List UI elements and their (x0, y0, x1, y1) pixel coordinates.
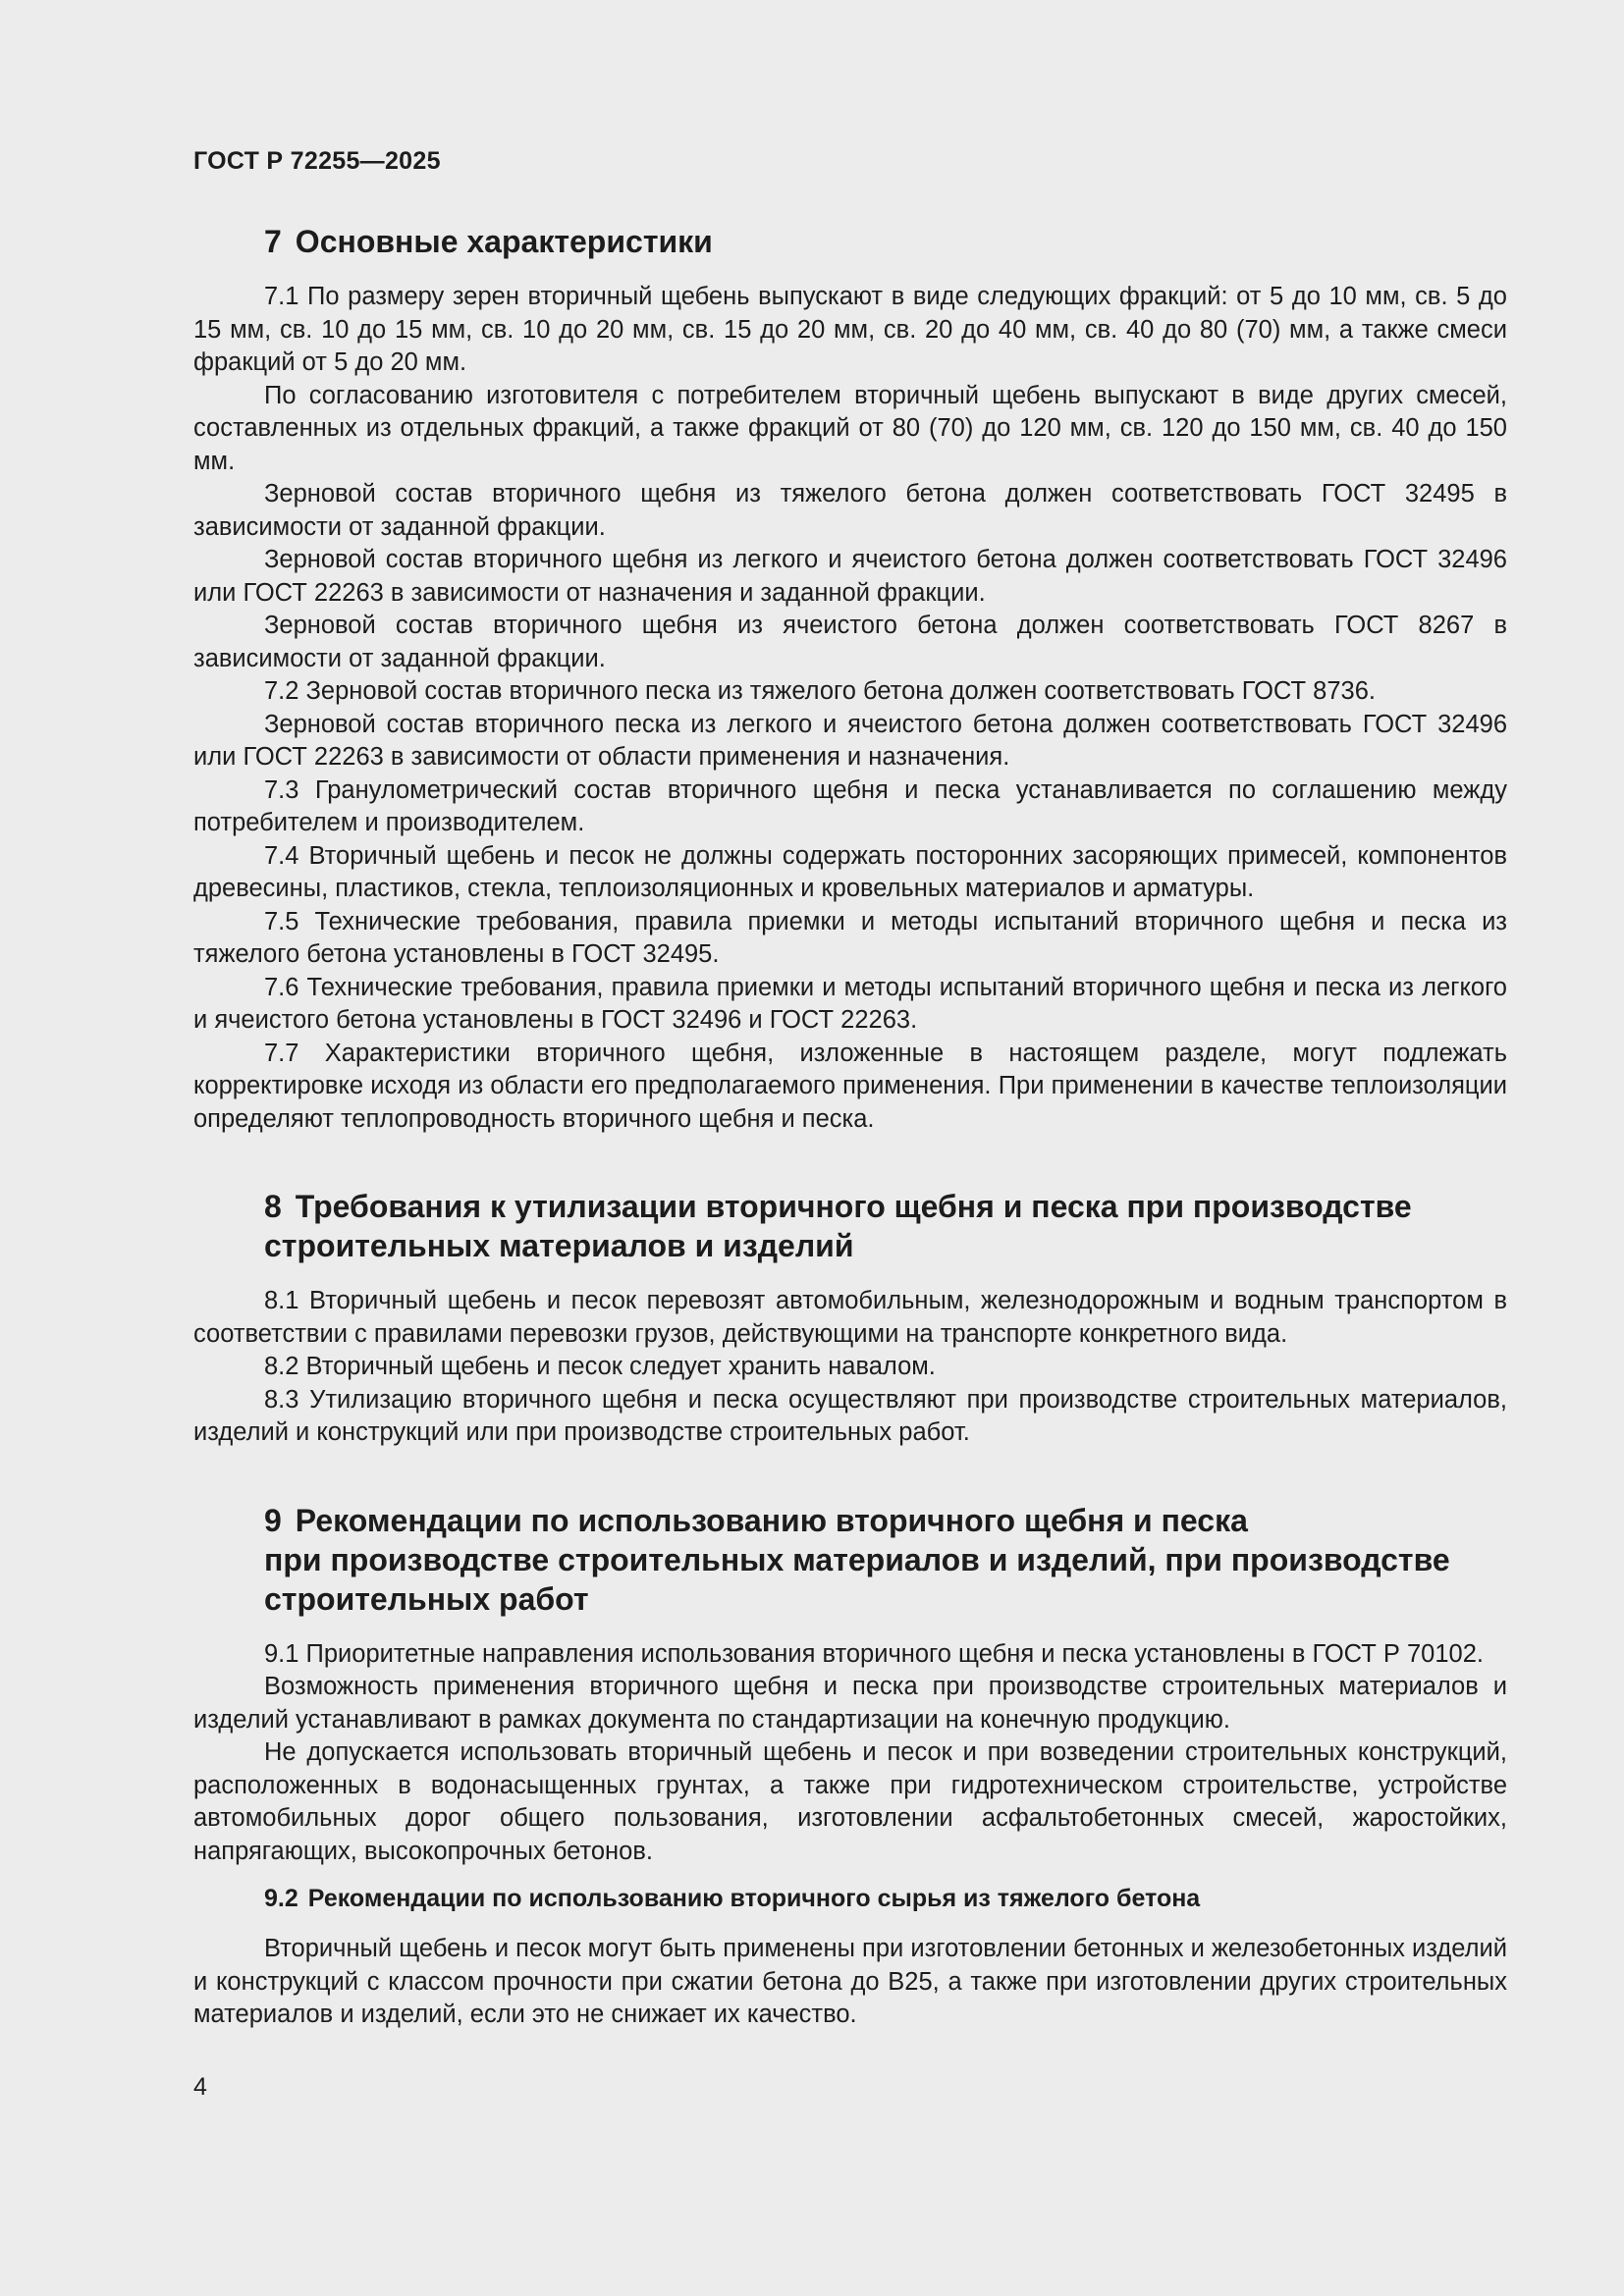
section-heading-8 (193, 1187, 1507, 1265)
section-title-line: строительных материалов и изделий (264, 1228, 854, 1263)
paragraph: 7.7 Характеристики вторичного щебня, изложенные в настоящем разделе, могут подлежать корректировке исходя из области его предполагаемого применения. При применении в качестве теплоизоляции определяют теплопроводность вторичного щебня и песка. (193, 1039, 1507, 1133)
subsection-heading-9-2 (193, 1882, 1507, 1915)
paragraph: 8.3 Утилизацию вторичного щебня и песка осуществляют при производстве строительных материалов, изделий и конструкций или при производстве строительных работ. (193, 1385, 1507, 1446)
paragraph: 7.3 Гранулометрический состав вторичного щебня и песка устанавливается по соглашению между потребителем и производителем. (193, 775, 1507, 836)
document-body (193, 222, 1507, 2032)
paragraph: 7.6 Технические требования, правила приемки и методы испытаний вторичного щебня и песка из легкого и ячеистого бетона установлены в ГОСТ 32496 и ГОСТ 22263. (193, 973, 1507, 1034)
paragraph: Вторичный щебень и песок могут быть применены при изготовлении бетонных и железобетонных изделий и конструкций с классом прочности при сжатии бетона до В25, а также при изготовлении других строительных материалов и изделий, если это не снижает их качество. (193, 1935, 1507, 2028)
section-title-line: строительных работ (264, 1580, 589, 1617)
section-number: 8 (264, 1189, 282, 1224)
paragraph: 9.1 Приоритетные направления использования вторичного щебня и песка установлены в ГОСТ Р 70102. (264, 1639, 1484, 1668)
paragraph: Зерновой состав вторичного щебня из ячеистого бетона должен соответствовать ГОСТ 8267 в зависимости от заданной фракции. (193, 612, 1507, 672)
paragraph: 8.1 Вторичный щебень и песок перевозят автомобильным, железнодорожным и водным транспортом в соответствии с правилами перевозки грузов, действующими на транспорте конкретного вида. (193, 1287, 1507, 1348)
section-title-line: Требования к утилизации вторичного щебня и песка при производстве (295, 1189, 1412, 1224)
paragraph: 7.4 Вторичный щебень и песок не должны содержать посторонних засоряющих примесей, компонентов древесины, пластиков, стекла, теплоизоляционных и кровельных материалов и арматуры. (193, 841, 1507, 902)
subsection-title: Рекомендации по использованию вторичного сырья из тяжелого бетона (307, 1885, 1201, 1912)
section-title: Основные характеристики (295, 224, 713, 259)
paragraph: Зерновой состав вторичного щебня из легкого и ячеистого бетона должен соответствовать ГОСТ 32496 или ГОСТ 22263 в зависимости от назначения и заданной фракции. (193, 546, 1507, 607)
section-heading-7 (193, 222, 1507, 261)
paragraph: 7.2 Зерновой состав вторичного песка из тяжелого бетона должен соответствовать ГОСТ 8736. (264, 677, 1376, 705)
section-number: 7 (264, 224, 282, 259)
paragraph: По согласованию изготовителя с потребителем вторичный щебень выпускают в виде других смесей, составленных из отдельных фракций, а также фракций от 80 (70) до 120 мм, св. 120 до 150 мм, св. 40 до 150 мм. (193, 381, 1507, 475)
subsection-number: 9.2 (264, 1885, 298, 1912)
section-title-line: при производстве строительных материалов и изделий, при производстве (264, 1541, 1450, 1577)
paragraph: 7.5 Технические требования, правила приемки и методы испытаний вторичного щебня и песка из тяжелого бетона установлены в ГОСТ 32495. (193, 907, 1507, 968)
paragraph: 7.1 По размеру зерен вторичный щебень выпускают в виде следующих фракций: от 5 до 10 мм, св. 5 до 15 мм, св. 10 до 15 мм, св. 10 до 20 мм, св. 15 до 20 мм, св. 20 до 40 мм, св. 40 до 80 (70) мм, а также смеси фракций от 5 до 20 мм. (193, 283, 1507, 376)
paragraph: Не допускается использовать вторичный щебень и песок и при возведении строительных конструкций, расположенных в водонасыщенных грунтах, а также при гидротехническом строительстве, устройстве автомобильных дорог общего пользования, изготовлении асфальтобетонных смесей, жаростойких, напрягающих, высокопрочных бетонов. (193, 1738, 1507, 1865)
section-title-line: Рекомендации по использованию вторичного щебня и песка (295, 1502, 1248, 1538)
section-number: 9 (264, 1502, 282, 1538)
section-heading-9 (193, 1501, 1507, 1619)
paragraph: 8.2 Вторичный щебень и песок следует хранить навалом. (264, 1353, 936, 1380)
page-number: 4 (193, 2073, 207, 2101)
document-code: ГОСТ Р 72255—2025 (193, 147, 441, 175)
paragraph: Зерновой состав вторичного щебня из тяжелого бетона должен соответствовать ГОСТ 32495 в зависимости от заданной фракции. (193, 480, 1507, 541)
paragraph: Возможность применения вторичного щебня и песка при производстве строительных материалов и изделий устанавливают в рамках документа по стандартизации на конечную продукцию. (193, 1673, 1507, 1734)
paragraph: Зерновой состав вторичного песка из легкого и ячеистого бетона должен соответствовать ГОСТ 32496 или ГОСТ 22263 в зависимости от области применения и назначения. (193, 710, 1507, 771)
